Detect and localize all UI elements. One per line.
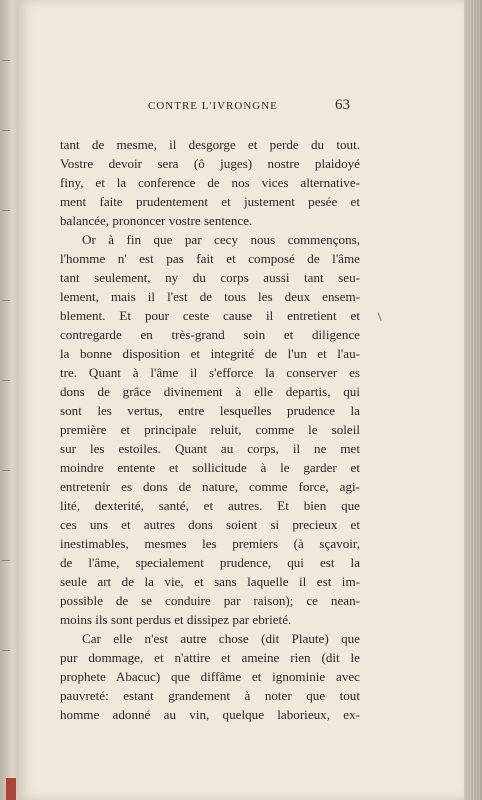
text-line: tant seulement, ny du corps aussi tant seu- (60, 270, 360, 285)
text-line: inestimables, mesmes les premiers (à sçavoir, (60, 536, 360, 551)
text-line: sur les estoiles. Quant au corps, il ne met (60, 441, 360, 456)
text-line: balancée, prononcer vostre sentence. (60, 213, 253, 228)
text-line: lité, dexterité, santé, et autres. Et bien que (60, 498, 360, 513)
bleed-through-mark (2, 210, 10, 211)
bleed-through-mark (2, 380, 10, 381)
previous-page-edge (0, 0, 18, 800)
page-number: 63 (335, 97, 350, 113)
text-line: Car elle n'est autre chose (dit Plaute) que (82, 631, 360, 646)
text-line: prophete Abacuc) que diffâme et ignominie avec (60, 669, 360, 684)
text-line: ces uns et autres dons soient si precieux et (60, 517, 360, 532)
text-line: première et principale reluit, comme le soleil (60, 422, 360, 437)
text-line: pauvreté: estant grandement à noter que tout (60, 688, 360, 703)
bleed-through-mark (2, 300, 10, 301)
text-line: pur dommage, et n'attire et ameine rien (dit le (60, 650, 360, 665)
text-line: Or à fin que par cecy nous commençons, (82, 232, 360, 247)
text-line: moins ils sont perdus et dissipez par ebrieté. (60, 612, 292, 627)
bleed-through-mark (2, 560, 10, 561)
bleed-through-mark (2, 60, 10, 61)
bleed-through-mark (2, 130, 10, 131)
text-line: homme adonné au vin, quelque laborieux, ex- (60, 707, 360, 722)
text-line: dons de grâce divinement à elle departis, qui (60, 384, 360, 399)
text-line: moindre entente et sollicitude à le garder et (60, 460, 360, 475)
text-line: blement. Et pour ceste cause il entretient et (60, 308, 360, 323)
text-line: de l'âme, specialement prudence, qui est la (60, 555, 360, 570)
text-line: lement, mais il l'est de tous les deux ensem- (60, 289, 360, 304)
text-line: seule art de la vie, et sans laquelle il est im- (60, 574, 360, 589)
bleed-through-mark (2, 650, 10, 651)
page-block-edge (464, 0, 482, 800)
text-line: finy, et la conference de nos vices alternative- (60, 175, 360, 190)
text-line: possible de se conduire par raison); ce nean- (60, 593, 360, 608)
text-line: contregarde en très-grand soin et diligence (60, 327, 360, 342)
running-head: CONTRE L'IVRONGNE (148, 100, 278, 112)
text-line: ment faite prudentement et justement pesée et (60, 194, 360, 209)
bleed-through-mark (2, 470, 10, 471)
bookmark-ribbon (6, 778, 16, 800)
page-edges-texture (464, 0, 482, 800)
text-line: sont les vertus, entre lesquelles prudence la (60, 403, 360, 418)
text-line: tant de mesme, il desgorge et perde du tout. (60, 137, 360, 152)
text-line: entretenir es dons de nature, comme force, agi- (60, 479, 360, 494)
text-line: tre. Quant à l'âme il s'efforce la conserver es (60, 365, 360, 380)
text-line: la bonne disposition et integrité de l'un et l'au- (60, 346, 360, 361)
text-line: Vostre devoir sera (ô juges) nostre plaidoyé (60, 156, 360, 171)
text-line: l'homme n' est pas fait et composé de l'âme (60, 251, 360, 266)
